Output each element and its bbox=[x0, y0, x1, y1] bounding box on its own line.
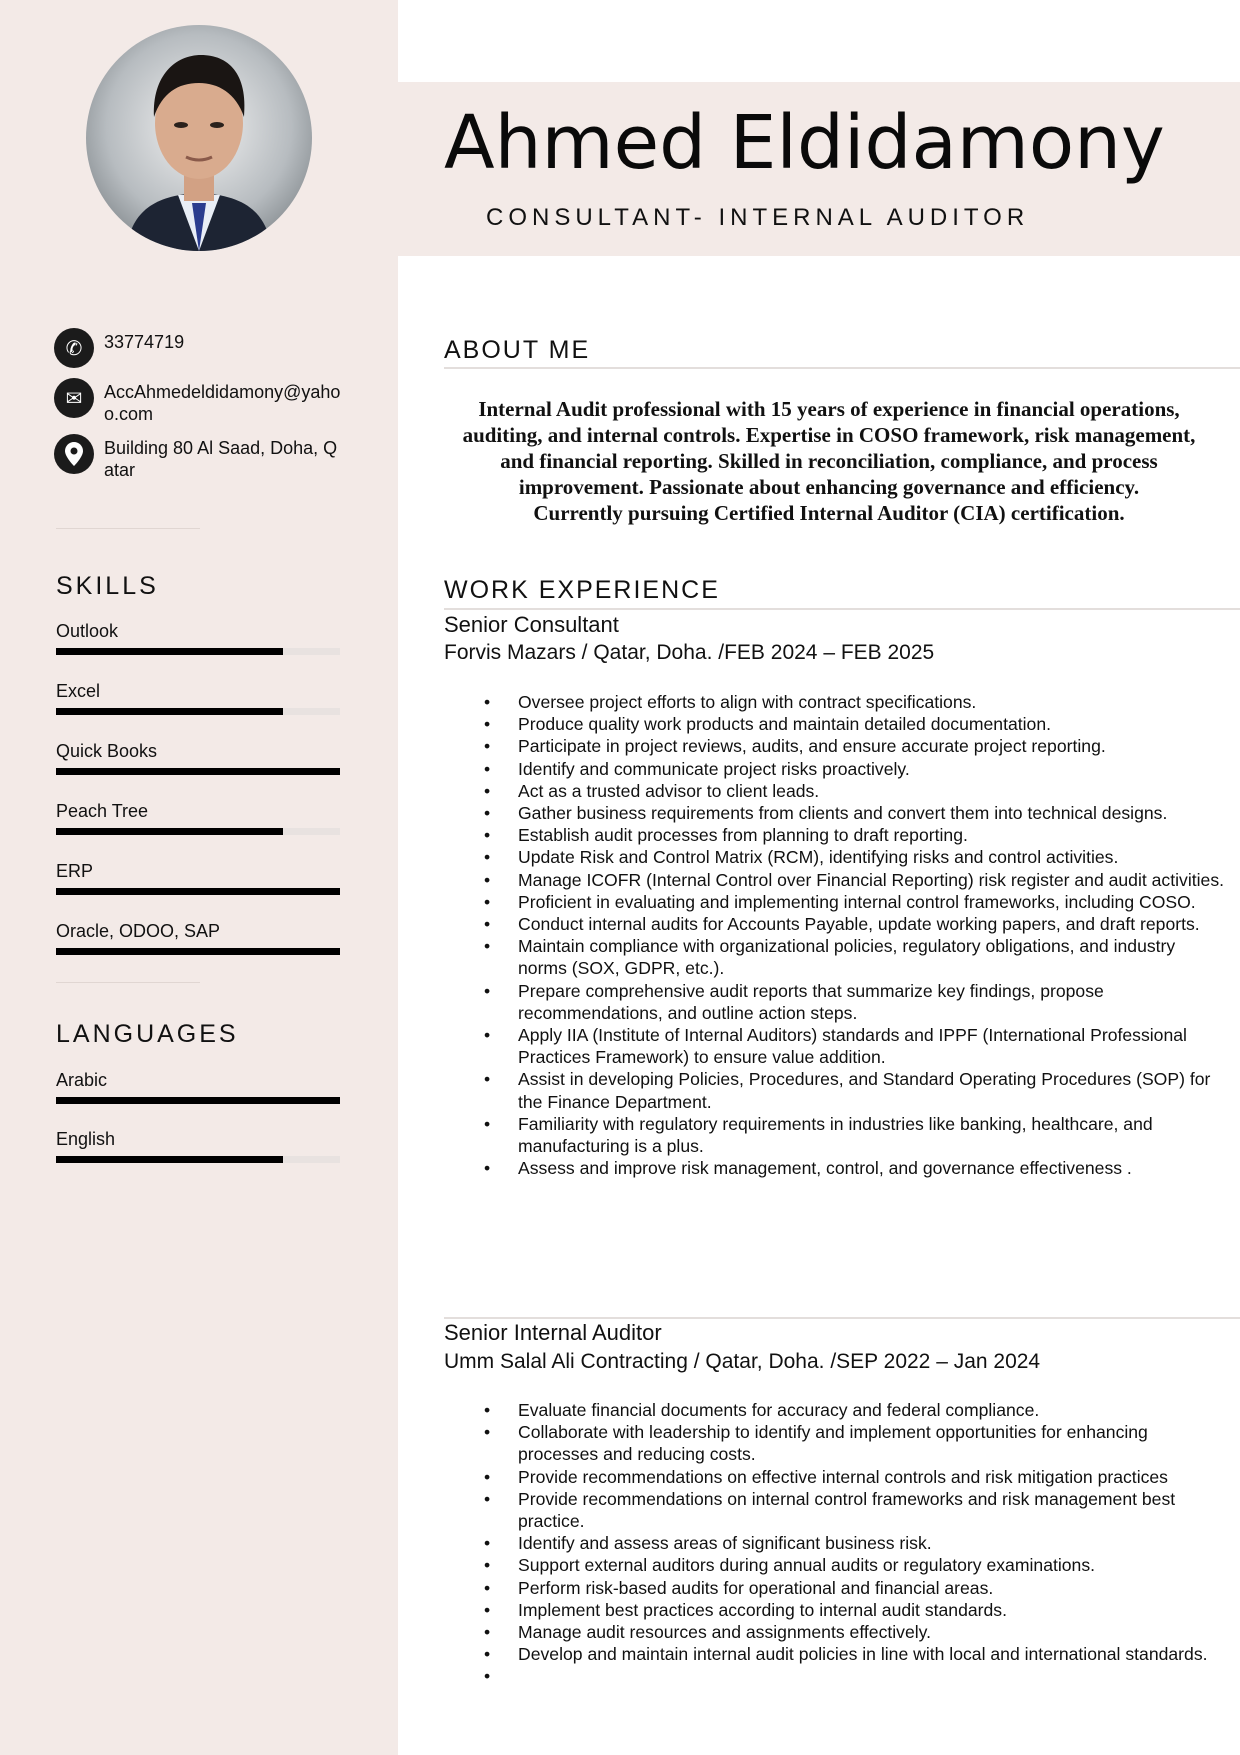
email-address[interactable]: AccAhmedeldidamony@yahoo.com bbox=[104, 382, 341, 424]
bullet-item bbox=[444, 891, 1224, 913]
skill-bar bbox=[56, 648, 340, 655]
bullet-dot: • bbox=[484, 1400, 491, 1420]
bullet-item bbox=[444, 824, 1224, 846]
skill-bar-fill bbox=[56, 648, 283, 655]
profile-photo bbox=[86, 25, 312, 251]
skill-bar bbox=[56, 708, 340, 715]
bullet-item bbox=[444, 758, 1224, 780]
bullet-dot: • bbox=[484, 1577, 491, 1598]
bullet-text: Implement best practices according to internal audit standards. bbox=[518, 1599, 1007, 1620]
skill-label: Excel bbox=[56, 681, 101, 701]
bullet-dot: • bbox=[484, 1555, 491, 1576]
languages-heading: LANGUAGES bbox=[56, 1020, 239, 1048]
bullet-text: Update Risk and Control Matrix (RCM), identifying risks and control activities. bbox=[518, 847, 1119, 868]
skill-bar bbox=[56, 948, 340, 955]
bullet-item bbox=[444, 1421, 1224, 1465]
skill-item bbox=[56, 860, 340, 895]
bullet-dot: • bbox=[484, 847, 491, 868]
bullet-text: Produce quality work products and maintain detailed documentation. bbox=[518, 714, 1052, 735]
bullet-text: Manage ICOFR (Internal Control over Financial Reporting) risk register and audit activities. bbox=[518, 869, 1225, 890]
skill-bar bbox=[56, 828, 340, 835]
bullet-text: Provide recommendations on effective internal controls and risk mitigation practices bbox=[518, 1466, 1168, 1487]
bullet-item bbox=[444, 802, 1224, 824]
bullet-item bbox=[444, 846, 1224, 868]
bullet-item bbox=[444, 1577, 1224, 1599]
skill-bar bbox=[56, 888, 340, 895]
bullet-item bbox=[444, 713, 1224, 735]
phone-icon: ✆ bbox=[54, 328, 94, 368]
bullet-dot: • bbox=[484, 1025, 491, 1046]
language-item bbox=[56, 1128, 340, 1163]
job-bullets bbox=[444, 1399, 1224, 1687]
job-divider bbox=[444, 1317, 1240, 1319]
section-rule bbox=[444, 367, 1240, 369]
language-bar bbox=[56, 1097, 340, 1104]
bullet-item bbox=[444, 1113, 1224, 1157]
about-heading: ABOUT ME bbox=[444, 336, 591, 364]
skill-item bbox=[56, 920, 340, 955]
bullet-text: Manage audit resources and assignments effectively. bbox=[518, 1622, 932, 1643]
bullet-text: Participate in project reviews, audits, and ensure accurate project reporting. bbox=[518, 736, 1106, 757]
address: Building 80 Al Saad, Doha, Qatar bbox=[104, 438, 338, 480]
bullet-dot: • bbox=[484, 869, 491, 890]
skill-bar-fill bbox=[56, 948, 340, 955]
bullet-dot: • bbox=[484, 1158, 491, 1179]
bullet-item bbox=[444, 935, 1224, 979]
job-title-headline: CONSULTANT- INTERNAL AUDITOR bbox=[486, 204, 1030, 231]
bullet-item bbox=[444, 869, 1224, 891]
bullet-dot: • bbox=[484, 1488, 491, 1509]
bullet-dot: • bbox=[484, 1599, 491, 1620]
skill-bar-fill bbox=[56, 828, 283, 835]
bullet-text: Assist in developing Policies, Procedures, and Standard Operating Procedures (SOP) for the Finance Department. bbox=[518, 1069, 1211, 1112]
bullet-item bbox=[444, 780, 1224, 802]
bullet-dot: • bbox=[484, 1666, 491, 1687]
sidebar-divider bbox=[56, 528, 200, 529]
bullet-dot: • bbox=[484, 1422, 491, 1443]
phone-number: 33774719 bbox=[104, 332, 185, 352]
bullet-item bbox=[444, 1643, 1224, 1665]
bullet-dot: • bbox=[484, 714, 491, 735]
bullet-text: Support external auditors during annual audits or regulatory examinations. bbox=[518, 1555, 1096, 1576]
skill-bar-fill bbox=[56, 768, 340, 775]
skill-bar bbox=[56, 768, 340, 775]
bullet-item bbox=[444, 1399, 1224, 1421]
job-title: Senior Consultant bbox=[444, 612, 619, 637]
bullet-text: Act as a trusted advisor to client leads. bbox=[518, 780, 820, 801]
job-company: Forvis Mazars / Qatar, Doha. /FEB 2024 – FEB 2025 bbox=[444, 641, 935, 664]
bullet-dot: • bbox=[484, 914, 491, 935]
bullet-item bbox=[444, 913, 1224, 935]
language-bar-fill bbox=[56, 1156, 283, 1163]
skill-label: Peach Tree bbox=[56, 801, 149, 821]
section-rule bbox=[444, 608, 1240, 610]
bullet-item bbox=[444, 691, 1224, 713]
bullet-text: Identify and assess areas of significant business risk. bbox=[518, 1533, 932, 1554]
language-label: Arabic bbox=[56, 1070, 108, 1090]
about-summary: Internal Audit professional with 15 years of experience in financial operations, auditing, and internal controls. Expertise in COSO framework, risk management, and financial reporting. Skilled in reconciliation, compliance, and process improvement. Passionate about enhancing governance and efficiency. bbox=[462, 397, 1196, 499]
bullet-text: Proficient in evaluating and implementing internal control frameworks, including COSO. bbox=[518, 891, 1196, 912]
bullet-item bbox=[444, 1599, 1224, 1621]
skill-item bbox=[56, 800, 340, 835]
skill-item bbox=[56, 680, 340, 715]
bullet-text: Identify and communicate project risks proactively. bbox=[518, 758, 910, 779]
bullet-dot: • bbox=[484, 980, 491, 1001]
bullet-dot: • bbox=[484, 1622, 491, 1643]
work-heading: WORK EXPERIENCE bbox=[444, 576, 720, 604]
skill-bar-fill bbox=[56, 888, 340, 895]
bullet-text: Perform risk-based audits for operational and financial areas. bbox=[518, 1577, 994, 1598]
bullet-item bbox=[444, 735, 1224, 757]
profile-photo-illustration bbox=[86, 25, 312, 251]
bullet-text: Provide recommendations on internal control frameworks and risk management best practice. bbox=[518, 1488, 1176, 1532]
skill-bar-fill bbox=[56, 708, 283, 715]
bullet-dot: • bbox=[484, 692, 491, 712]
bullet-item bbox=[444, 1466, 1224, 1488]
person-name: Ahmed Eldidamony bbox=[444, 100, 1165, 186]
bullet-text: Gather business requirements from clients and convert them into technical designs. bbox=[518, 803, 1168, 824]
skill-label: Outlook bbox=[56, 621, 119, 641]
bullet-dot: • bbox=[484, 780, 491, 801]
bullet-dot: • bbox=[484, 891, 491, 912]
mail-icon: ✉ bbox=[54, 378, 94, 418]
bullet-text: Establish audit processes from planning to draft reporting. bbox=[518, 825, 968, 846]
sidebar-divider bbox=[56, 982, 200, 983]
bullet-item bbox=[444, 1488, 1224, 1532]
job-title: Senior Internal Auditor bbox=[444, 1320, 662, 1345]
bullet-text: Apply IIA (Institute of Internal Auditors) standards and IPPF (International Professional Practices Framework) to ensure value addition. bbox=[518, 1025, 1187, 1068]
bullet-item bbox=[444, 1554, 1224, 1576]
skill-label: Oracle, ODOO, SAP bbox=[56, 921, 221, 941]
language-item bbox=[56, 1069, 340, 1104]
bullet-dot: • bbox=[484, 1644, 491, 1665]
bullet-item bbox=[444, 1532, 1224, 1554]
bullet-text: Collaborate with leadership to identify and implement opportunities for enhancing processes and reducing costs. bbox=[518, 1422, 1148, 1465]
bullet-text: Conduct internal audits for Accounts Payable, update working papers, and draft reports. bbox=[518, 914, 1200, 935]
bullet-item bbox=[444, 980, 1224, 1024]
bullet-dot: • bbox=[484, 936, 491, 957]
bullet-dot: • bbox=[484, 825, 491, 846]
bullet-text: Familiarity with regulatory requirements in industries like banking, healthcare, and manufacturing is a plus. bbox=[518, 1113, 1153, 1157]
skill-label: ERP bbox=[56, 861, 94, 881]
language-label: English bbox=[56, 1129, 116, 1149]
about-certification: Currently pursuing Certified Internal Auditor (CIA) certification. bbox=[533, 501, 1125, 525]
job-company: Umm Salal Ali Contracting / Qatar, Doha. /SEP 2022 – Jan 2024 bbox=[444, 1350, 1041, 1373]
job-bullets bbox=[444, 691, 1224, 1179]
location-pin-icon bbox=[54, 434, 94, 474]
bullet-text: Evaluate financial documents for accuracy and federal compliance. bbox=[518, 1400, 1040, 1420]
bullet-item bbox=[444, 1024, 1224, 1068]
bullet-dot: • bbox=[484, 1069, 491, 1090]
bullet-dot: • bbox=[484, 1533, 491, 1554]
skill-item bbox=[56, 620, 340, 655]
bullet-dot: • bbox=[484, 736, 491, 757]
skill-item bbox=[56, 740, 340, 775]
skills-heading: SKILLS bbox=[56, 572, 159, 600]
bullet-text: Maintain compliance with organizational policies, regulatory obligations, and industry norms (SOX, GDPR, etc.). bbox=[518, 936, 1176, 979]
bullet-item bbox=[444, 1621, 1224, 1643]
bullet-item bbox=[444, 1157, 1224, 1179]
bullet-dot: • bbox=[484, 803, 491, 824]
bullet-text: Assess and improve risk management, control, and governance effectiveness . bbox=[518, 1158, 1132, 1179]
language-bar bbox=[56, 1156, 340, 1163]
language-bar-fill bbox=[56, 1097, 340, 1104]
about-text bbox=[454, 396, 1204, 526]
bullet-item bbox=[444, 1068, 1224, 1112]
bullet-text: Prepare comprehensive audit reports that summarize key findings, propose recommendations, and outline action steps. bbox=[518, 980, 1104, 1023]
bullet-dot: • bbox=[484, 1466, 491, 1487]
bullet-text: Develop and maintain internal audit policies in line with local and international standards. bbox=[518, 1644, 1208, 1665]
bullet-dot: • bbox=[484, 758, 491, 779]
bullet-dot: • bbox=[484, 1113, 491, 1134]
skill-label: Quick Books bbox=[56, 741, 158, 761]
bullet-text: Oversee project efforts to align with contract specifications. bbox=[518, 692, 977, 712]
